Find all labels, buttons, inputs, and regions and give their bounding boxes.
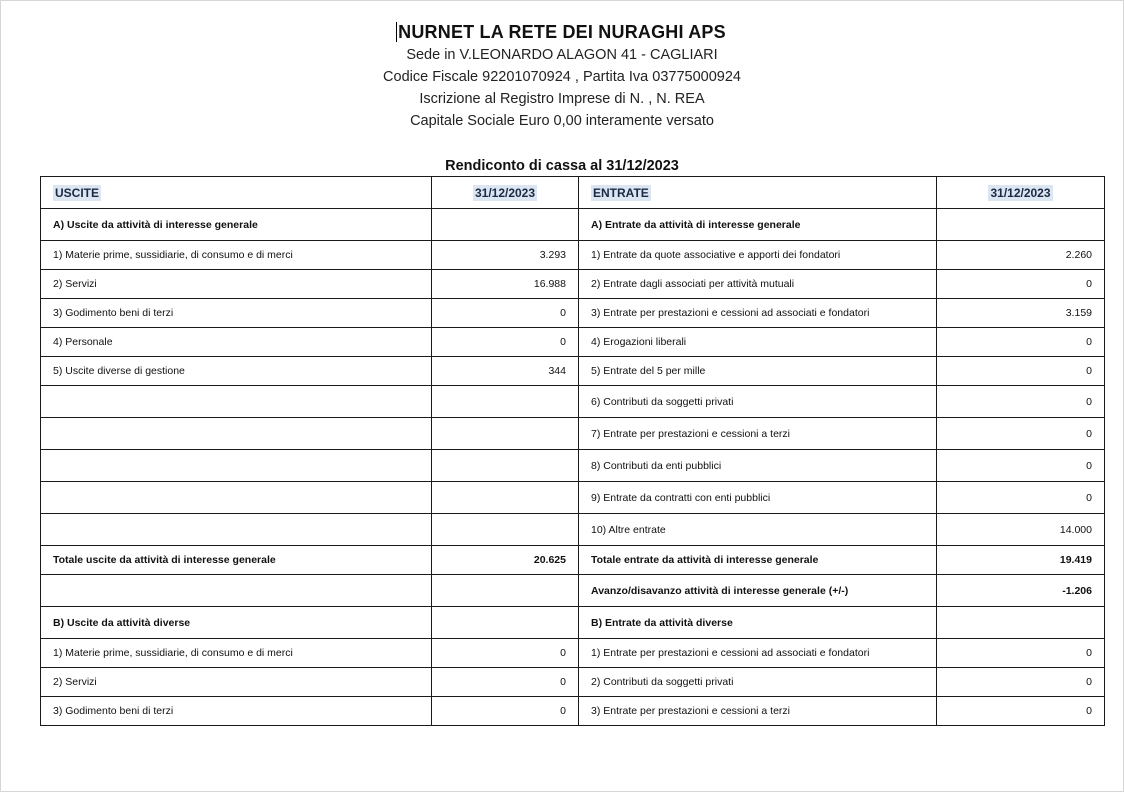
uscite-value-cell [432, 514, 579, 546]
entrate-value-cell: 14.000 [937, 514, 1105, 546]
uscite-value-cell: 0 [432, 639, 579, 668]
entrate-label-cell: A) Entrate da attività di interesse generale [579, 209, 937, 241]
table-row [41, 299, 1105, 328]
table-row [41, 482, 1105, 514]
table-body [41, 209, 1105, 726]
table-row [41, 639, 1105, 668]
uscite-label-cell [41, 386, 432, 418]
table-row [41, 450, 1105, 482]
entrate-value-cell: 0 [937, 482, 1105, 514]
uscite-value-cell [432, 482, 579, 514]
entrate-value-cell: 0 [937, 668, 1105, 697]
table-row [41, 668, 1105, 697]
uscite-label-cell: 5) Uscite diverse di gestione [41, 357, 432, 386]
uscite-label-cell [41, 450, 432, 482]
entrate-value-cell: -1.206 [937, 575, 1105, 607]
entrate-label-cell: 8) Contributi da enti pubblici [579, 450, 937, 482]
uscite-label-cell: 3) Godimento beni di terzi [41, 299, 432, 328]
uscite-label-cell [41, 418, 432, 450]
table-row [41, 328, 1105, 357]
document-header [0, 20, 1124, 132]
header-uscite [41, 177, 432, 209]
table-row [41, 241, 1105, 270]
entrate-label-cell: 3) Entrate per prestazioni e cessioni a terzi [579, 697, 937, 726]
entrate-value-cell: 2.260 [937, 241, 1105, 270]
table-row [41, 418, 1105, 450]
uscite-value-cell: 0 [432, 697, 579, 726]
text-cursor [396, 22, 397, 42]
entrate-label-cell: 10) Altre entrate [579, 514, 937, 546]
uscite-value-cell: 0 [432, 299, 579, 328]
header-uscite-date [432, 177, 579, 209]
entrate-label-cell: 9) Entrate da contratti con enti pubblici [579, 482, 937, 514]
uscite-value-cell [432, 418, 579, 450]
report-title: Rendiconto di cassa al 31/12/2023 [445, 158, 679, 174]
entrate-value-cell: 0 [937, 357, 1105, 386]
uscite-label-cell: Totale uscite da attività di interesse generale [41, 546, 432, 575]
header-entrate-date-label: 31/12/2023 [990, 185, 1051, 200]
uscite-value-cell [432, 450, 579, 482]
table-row [41, 697, 1105, 726]
uscite-label-cell: 1) Materie prime, sussidiarie, di consumo e di merci [41, 241, 432, 270]
uscite-label-cell: 1) Materie prime, sussidiarie, di consumo e di merci [41, 639, 432, 668]
entrate-value-cell: 3.159 [937, 299, 1105, 328]
entrate-value-cell: 0 [937, 328, 1105, 357]
entrate-label-cell: 6) Contributi da soggetti privati [579, 386, 937, 418]
table-row [41, 575, 1105, 607]
entrate-value-cell: 0 [937, 386, 1105, 418]
uscite-value-cell [432, 209, 579, 241]
table-row [41, 270, 1105, 299]
entrate-label-cell: 5) Entrate del 5 per mille [579, 357, 937, 386]
capital-line: Capitale Sociale Euro 0,00 interamente versato [410, 113, 714, 129]
entrate-value-cell [937, 607, 1105, 639]
table-row [41, 386, 1105, 418]
header-uscite-label: USCITE [55, 185, 100, 200]
cash-report-table [40, 176, 1105, 726]
entrate-value-cell: 19.419 [937, 546, 1105, 575]
uscite-label-cell [41, 514, 432, 546]
uscite-value-cell: 344 [432, 357, 579, 386]
table-row [41, 357, 1105, 386]
entrate-label-cell: 2) Entrate dagli associati per attività mutuali [579, 270, 937, 299]
uscite-value-cell [432, 607, 579, 639]
entrate-label-cell: 2) Contributi da soggetti privati [579, 668, 937, 697]
entrate-value-cell: 0 [937, 639, 1105, 668]
registry-line: Iscrizione al Registro Imprese di N. , N. REA [419, 91, 705, 107]
tax-ids-line: Codice Fiscale 92201070924 , Partita Iva 03775000924 [383, 69, 741, 85]
header-uscite-date-label: 31/12/2023 [474, 185, 536, 200]
uscite-label-cell: 3) Godimento beni di terzi [41, 697, 432, 726]
uscite-label-cell [41, 575, 432, 607]
entrate-value-cell [937, 209, 1105, 241]
entrate-label-cell: 1) Entrate da quote associative e apporti dei fondatori [579, 241, 937, 270]
entrate-label-cell: B) Entrate da attività diverse [579, 607, 937, 639]
uscite-label-cell: A) Uscite da attività di interesse generale [41, 209, 432, 241]
uscite-value-cell [432, 386, 579, 418]
organization-name[interactable] [398, 20, 726, 44]
uscite-value-cell [432, 575, 579, 607]
uscite-label-cell: 4) Personale [41, 328, 432, 357]
entrate-label-cell: 1) Entrate per prestazioni e cessioni ad associati e fondatori [579, 639, 937, 668]
uscite-label-cell: 2) Servizi [41, 270, 432, 299]
header-entrate-label: ENTRATE [593, 185, 649, 200]
entrate-value-cell: 0 [937, 418, 1105, 450]
table-header-row [41, 177, 1105, 209]
entrate-label-cell: Avanzo/disavanzo attività di interesse generale (+/-) [579, 575, 937, 607]
table-row [41, 209, 1105, 241]
entrate-value-cell: 0 [937, 697, 1105, 726]
entrate-label-cell: 7) Entrate per prestazioni e cessioni a terzi [579, 418, 937, 450]
table-row [41, 514, 1105, 546]
uscite-value-cell: 20.625 [432, 546, 579, 575]
seat-line: Sede in V.LEONARDO ALAGON 41 - CAGLIARI [406, 47, 718, 63]
table-row [41, 546, 1105, 575]
entrate-value-cell: 0 [937, 270, 1105, 299]
entrate-value-cell: 0 [937, 450, 1105, 482]
table-row [41, 607, 1105, 639]
uscite-value-cell: 16.988 [432, 270, 579, 299]
uscite-label-cell [41, 482, 432, 514]
uscite-value-cell: 0 [432, 328, 579, 357]
uscite-label-cell: B) Uscite da attività diverse [41, 607, 432, 639]
header-entrate-date [937, 177, 1105, 209]
organization-name-text: NURNET LA RETE DEI NURAGHI APS [398, 22, 726, 42]
uscite-label-cell: 2) Servizi [41, 668, 432, 697]
entrate-label-cell: Totale entrate da attività di interesse generale [579, 546, 937, 575]
entrate-label-cell: 3) Entrate per prestazioni e cessioni ad associati e fondatori [579, 299, 937, 328]
header-entrate [579, 177, 937, 209]
entrate-label-cell: 4) Erogazioni liberali [579, 328, 937, 357]
uscite-value-cell: 0 [432, 668, 579, 697]
uscite-value-cell: 3.293 [432, 241, 579, 270]
